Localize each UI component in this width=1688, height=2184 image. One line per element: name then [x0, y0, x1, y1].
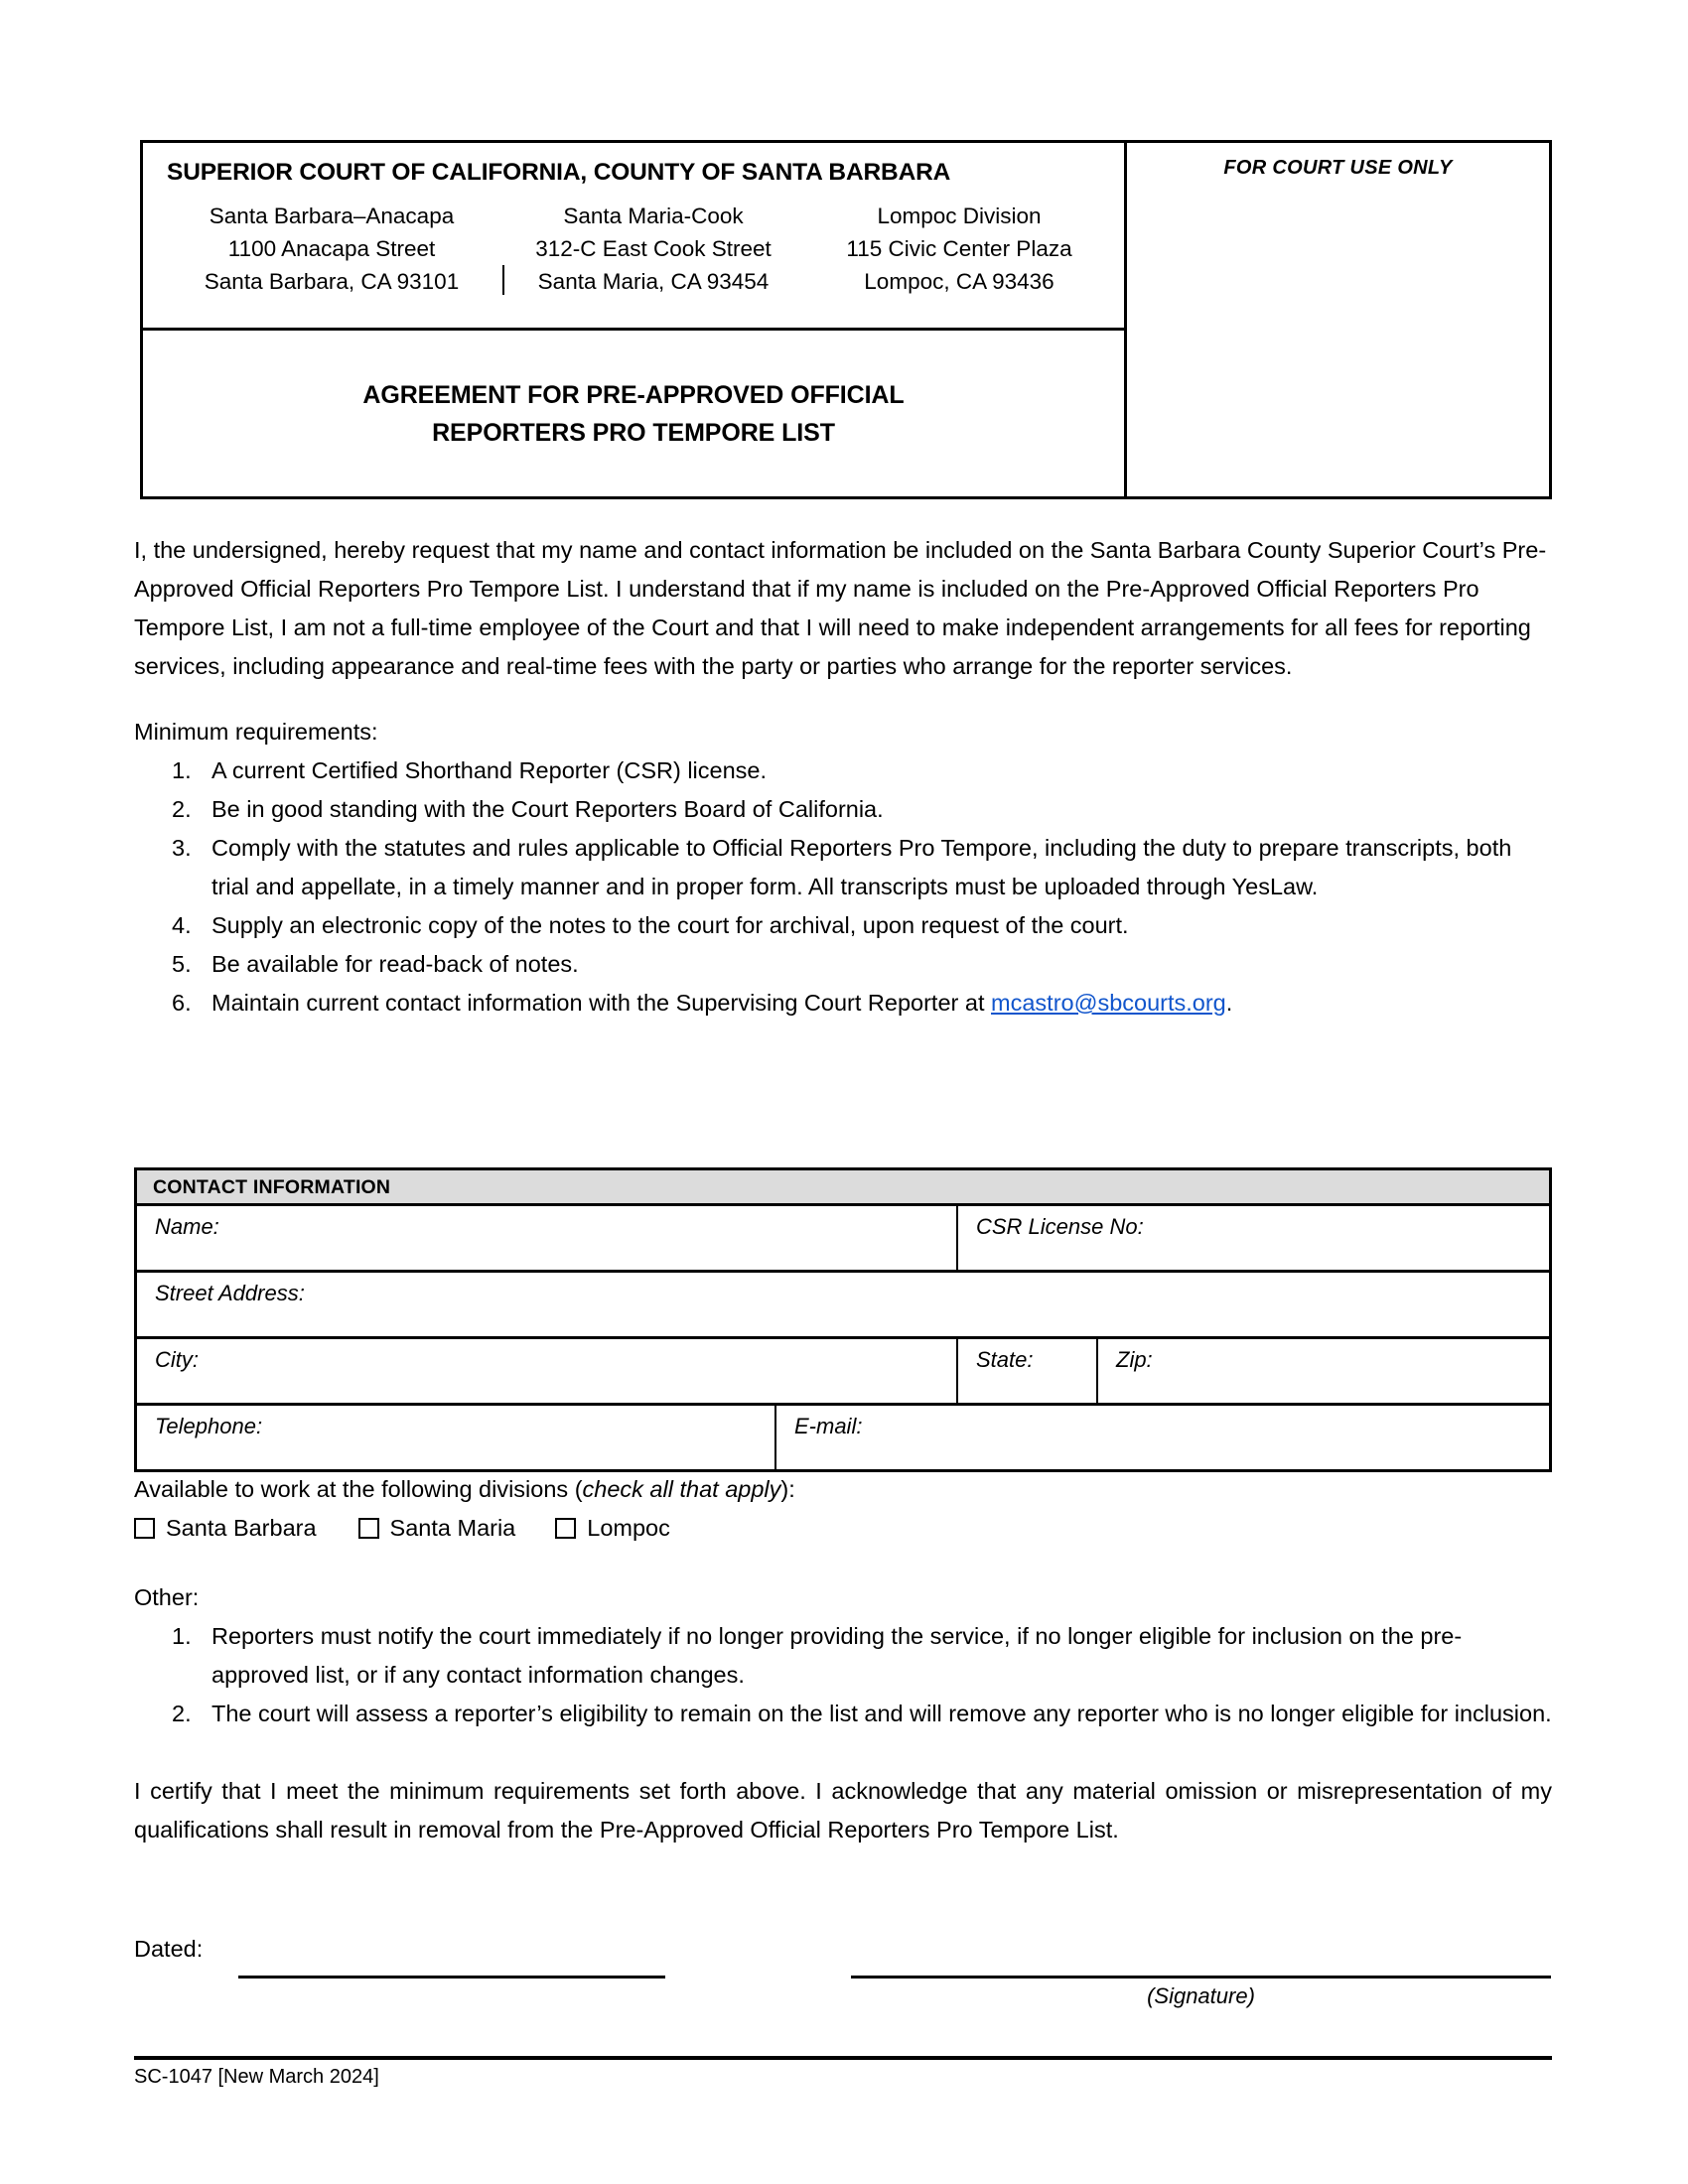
state-field[interactable] [958, 1339, 1098, 1403]
list-item: Supply an electronic copy of the notes to the court for archival, upon request of the court. [211, 912, 1129, 938]
division-santa-maria [496, 200, 810, 298]
email-label: E-mail: [794, 1414, 863, 1438]
availability-prompt-prefix: Available to work at the following divisions ( [134, 1476, 583, 1502]
division-separator-rule [502, 265, 504, 295]
certification-section [134, 1772, 1552, 1849]
csr-license-no-field[interactable] [958, 1206, 1549, 1270]
list-item [134, 984, 1552, 1023]
checkbox-icon[interactable] [358, 1518, 379, 1539]
court-identification-block [143, 143, 1127, 331]
for-court-use-only-label: FOR COURT USE ONLY [1223, 157, 1453, 179]
table-row [137, 1273, 1549, 1339]
zip-field[interactable] [1098, 1339, 1549, 1403]
division-street: 115 Civic Center Plaza [846, 236, 1072, 261]
signature-section [134, 1936, 1552, 2008]
city-field[interactable] [137, 1339, 958, 1403]
other-heading: Other: [134, 1584, 200, 1610]
availability-prompt-italic: check all that apply [582, 1476, 781, 1502]
dated-label: Dated: [134, 1936, 204, 1962]
contact-information-table-header: CONTACT INFORMATION [137, 1170, 1549, 1206]
court-name: SUPERIOR COURT OF CALIFORNIA, COUNTY OF SANTA BARBARA [167, 159, 951, 186]
other-list [134, 1617, 1552, 1733]
checkbox-santa-maria[interactable] [358, 1515, 516, 1542]
intro-paragraph: I, the undersigned, hereby request that my name and contact information be included on the Santa Barbara County Superior Court’s Pre-Approved Official Reporters Pro Tempore List. I understand that if my name is included on the Pre-Approved Official Reporters Pro Tempore List, I am not a full-time employee of the Court and that I will need to make independent arrangements for all fees for reporting services, including appearance and real-time fees with the party or parties who arrange for the reporter services. [134, 537, 1547, 679]
availability-prompt-suffix: ): [780, 1476, 795, 1502]
footer-rule [134, 2056, 1552, 2060]
division-citystatezip: Santa Barbara, CA 93101 [204, 269, 460, 294]
division-name: Santa Maria-Cook [563, 204, 744, 228]
name-label: Name: [155, 1214, 219, 1239]
signature-caption: (Signature) [1147, 1983, 1255, 2008]
form-title-block [143, 331, 1127, 496]
list-item: Reporters must notify the court immediately if no longer providing the service, if no longer eligible for inclusion on the pre-approved list, or if any contact information changes. [211, 1623, 1463, 1688]
list-item: A current Certified Shorthand Reporter (CSR) license. [211, 757, 768, 783]
checkbox-icon[interactable] [555, 1518, 576, 1539]
table-row [137, 1206, 1549, 1273]
table-row [137, 1339, 1549, 1406]
division-santa-barbara [167, 200, 496, 298]
street-address-label: Street Address: [155, 1281, 305, 1305]
checkbox-label: Santa Barbara [166, 1515, 317, 1541]
checkbox-santa-barbara[interactable] [134, 1515, 317, 1542]
for-court-use-only-box [1127, 143, 1549, 496]
contact-information-table [134, 1167, 1552, 1472]
checkbox-label: Lompoc [587, 1515, 670, 1541]
supervising-court-reporter-email-link[interactable]: mcastro@sbcourts.org [991, 990, 1226, 1016]
form-title-line-1: AGREEMENT FOR PRE-APPROVED OFFICIAL [362, 380, 905, 409]
caption-box [140, 140, 1552, 499]
other-section [134, 1578, 1552, 1733]
city-label: City: [155, 1347, 199, 1372]
division-lompoc [810, 200, 1108, 298]
division-name: Santa Barbara–Anacapa [209, 204, 455, 228]
checkbox-lompoc[interactable] [555, 1515, 670, 1542]
checkbox-icon[interactable] [134, 1518, 155, 1539]
list-item: Comply with the statutes and rules applicable to Official Reporters Pro Tempore, including the duty to prepare transcripts, both trial and appellate, in a timely manner and in proper form. All transcripts must be uploaded through YesLaw. [211, 835, 1512, 899]
state-label: State: [976, 1347, 1034, 1372]
dated-input-line[interactable] [238, 1976, 665, 1979]
caption-left-column [143, 143, 1127, 496]
list-item: Be available for read-back of notes. [211, 951, 579, 977]
division-citystatezip: Lompoc, CA 93436 [864, 269, 1055, 294]
division-citystatezip: Santa Maria, CA 93454 [537, 269, 770, 294]
dated-and-signature-row [134, 1936, 1552, 2008]
street-address-field[interactable] [137, 1273, 1549, 1336]
checkbox-label: Santa Maria [389, 1515, 516, 1541]
minimum-requirements-heading: Minimum requirements: [134, 719, 378, 745]
zip-label: Zip: [1116, 1347, 1153, 1372]
availability-prompt [134, 1470, 1552, 1509]
court-divisions-list [167, 200, 1115, 298]
list-item: The court will assess a reporter’s eligibility to remain on the list and will remove any reporter who is no longer eligible for inclusion. [211, 1701, 1552, 1726]
form-title-line-2: REPORTERS PRO TEMPORE LIST [432, 418, 835, 447]
email-field[interactable] [776, 1406, 1549, 1469]
telephone-field[interactable] [137, 1406, 776, 1469]
body-text-area [134, 531, 1552, 1023]
form-title [362, 376, 904, 452]
telephone-label: Telephone: [155, 1414, 263, 1438]
division-street: 312-C East Cook Street [535, 236, 772, 261]
list-item-text-prefix: Maintain current contact information with the Supervising Court Reporter at [211, 990, 992, 1016]
list-item: Be in good standing with the Court Reporters Board of California. [211, 796, 884, 822]
division-street: 1100 Anacapa Street [227, 236, 436, 261]
form-number: SC-1047 [New March 2024] [134, 2066, 379, 2088]
spacer [134, 686, 1552, 713]
certification-paragraph: I certify that I meet the minimum requirements set forth above. I acknowledge that any material omission or misrepresentation of my qualifications shall result in removal from the Pre-Approved Official Reporters Pro Tempore List. [134, 1778, 1552, 1843]
list-item-text-suffix: . [1225, 990, 1233, 1016]
availability-checkbox-row [134, 1515, 1552, 1542]
table-row [137, 1406, 1549, 1469]
name-field[interactable] [137, 1206, 958, 1270]
minimum-requirements-list [134, 751, 1552, 1023]
availability-section [134, 1470, 1552, 1542]
division-name: Lompoc Division [877, 204, 1042, 228]
signature-input-line[interactable] [851, 1976, 1551, 1979]
csr-license-no-label: CSR License No: [976, 1214, 1144, 1239]
